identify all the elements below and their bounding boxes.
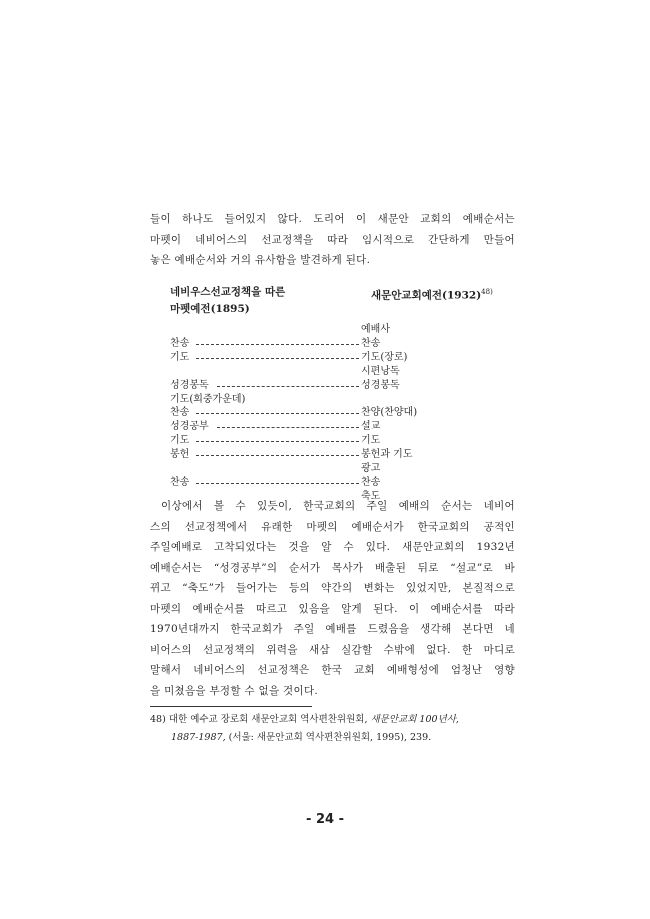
- footnote-divider: [150, 706, 312, 707]
- right-order-item: 찬송: [361, 476, 381, 488]
- order-row: [170, 337, 430, 351]
- left-order-item: 찬송: [170, 337, 190, 349]
- right-order-item: 기도: [361, 435, 381, 447]
- right-order-item: 축도: [361, 490, 381, 502]
- right-order-item: 찬송: [361, 337, 381, 349]
- order-row: [170, 393, 430, 407]
- dashed-connector: [196, 441, 359, 442]
- footnote-book-years: 1887-1987,: [171, 732, 226, 743]
- text-line: 마펫의 예배순서를 따르고 있음을 알게 된다. 이 예배순서를 따라: [150, 602, 515, 615]
- page-number: - 24 -: [306, 812, 344, 827]
- text-line: 예배순서는 “성경공부”의 순서가 목사가 배출된 뒤로 “설교”로 바: [150, 561, 515, 574]
- right-heading-text: 새문안교회예전(1932): [371, 289, 482, 302]
- text-line: 1970년대까지 한국교회가 주일 예배를 드렸음을 생각해 본다면 네: [150, 623, 515, 635]
- left-order-item: 성경봉독: [170, 379, 209, 391]
- footnote-book-title: 새문안교회 100년사,: [370, 714, 459, 725]
- dashed-connector: [217, 386, 359, 387]
- right-order-item: 찬양(찬양대): [361, 407, 418, 419]
- left-order-item: 찬송: [170, 476, 190, 488]
- text-line: 이상에서 볼 수 있듯이, 한국교회의 주일 예배의 순서는 네비어: [161, 500, 515, 512]
- order-row: [170, 351, 430, 365]
- footnote-text: 대한 예수교 장로회 새문안교회 역사편찬위원회,: [168, 714, 368, 725]
- left-order-item: 기도: [170, 351, 190, 363]
- text-line: 놓은 예배순서와 거의 유사함을 발견하게 된다.: [150, 254, 371, 266]
- text-line: 스의 선교정책에서 유래한 마펫의 예배순서가 한국교회의 공적인: [150, 520, 515, 533]
- right-order-item: 예배사: [361, 324, 390, 335]
- intro-paragraph: [150, 209, 515, 271]
- left-order-item: 봉헌: [170, 449, 190, 461]
- right-order-item: 시편낭독: [361, 365, 400, 377]
- text-line: 을 미쳤음을 부정할 수 없을 것이다.: [150, 684, 319, 697]
- text-line: 말해서 네비어스의 선교정책은 한국 교회 예배형성에 엄청난 영향: [150, 664, 515, 676]
- right-column-heading: [371, 284, 493, 305]
- text-line: 들이 하나도 들어있지 않다. 도리어 이 새문안 교회의 예배순서는: [150, 213, 515, 225]
- left-heading-line: 마펫예전(1895): [170, 303, 250, 315]
- footnote: [150, 711, 515, 747]
- text-line: 뀌고 “축도”가 들어가는 등의 약간의 변화는 있었지만, 본질적으로: [150, 582, 515, 594]
- footnote-marker: 48): [481, 288, 493, 296]
- right-order-item: 봉헌과 기도: [361, 449, 413, 461]
- left-order-item: 성경공부: [170, 421, 209, 433]
- body-paragraph: [150, 496, 515, 701]
- order-row: [170, 476, 430, 490]
- left-order-item: 기도(회중가운데): [170, 393, 246, 405]
- text-line: 비어스의 선교정책의 위력을 새삼 실감할 수밖에 없다. 한 마디로: [150, 643, 515, 656]
- dashed-connector: [196, 344, 359, 345]
- left-column-heading: [170, 284, 285, 318]
- text-line: 마펫이 네비어스의 선교정책을 따라 임시적으로 간단하게 만들어: [150, 233, 515, 246]
- footnote-number: 48): [150, 714, 166, 725]
- dashed-connector: [196, 358, 359, 359]
- order-row: [170, 323, 430, 337]
- order-row: [170, 406, 430, 420]
- right-order-item: 광고: [361, 463, 381, 474]
- right-order-item: 설교: [361, 421, 381, 433]
- dashed-connector: [196, 455, 359, 456]
- right-order-item: 기도(장로): [361, 351, 408, 363]
- order-row: [170, 420, 430, 434]
- right-order-item: 성경봉독: [361, 379, 400, 391]
- left-order-item: 기도: [170, 435, 190, 447]
- order-row: [170, 434, 430, 448]
- left-order-item: 찬송: [170, 407, 190, 419]
- order-row: [170, 462, 430, 476]
- dashed-connector: [217, 427, 359, 428]
- order-row: [170, 365, 430, 379]
- text-line: 주일예배로 고착되었다는 것을 알 수 있다. 새문안교회의 1932년: [150, 541, 515, 553]
- left-heading-line: 네비우스선교정책을 따른: [170, 286, 286, 298]
- order-row: [170, 448, 430, 462]
- footnote-publication: (서울: 새문안교회 역사편찬위원회, 1995), 239.: [228, 732, 432, 743]
- order-row: [170, 379, 430, 393]
- dashed-connector: [196, 483, 359, 484]
- dashed-connector: [196, 413, 359, 414]
